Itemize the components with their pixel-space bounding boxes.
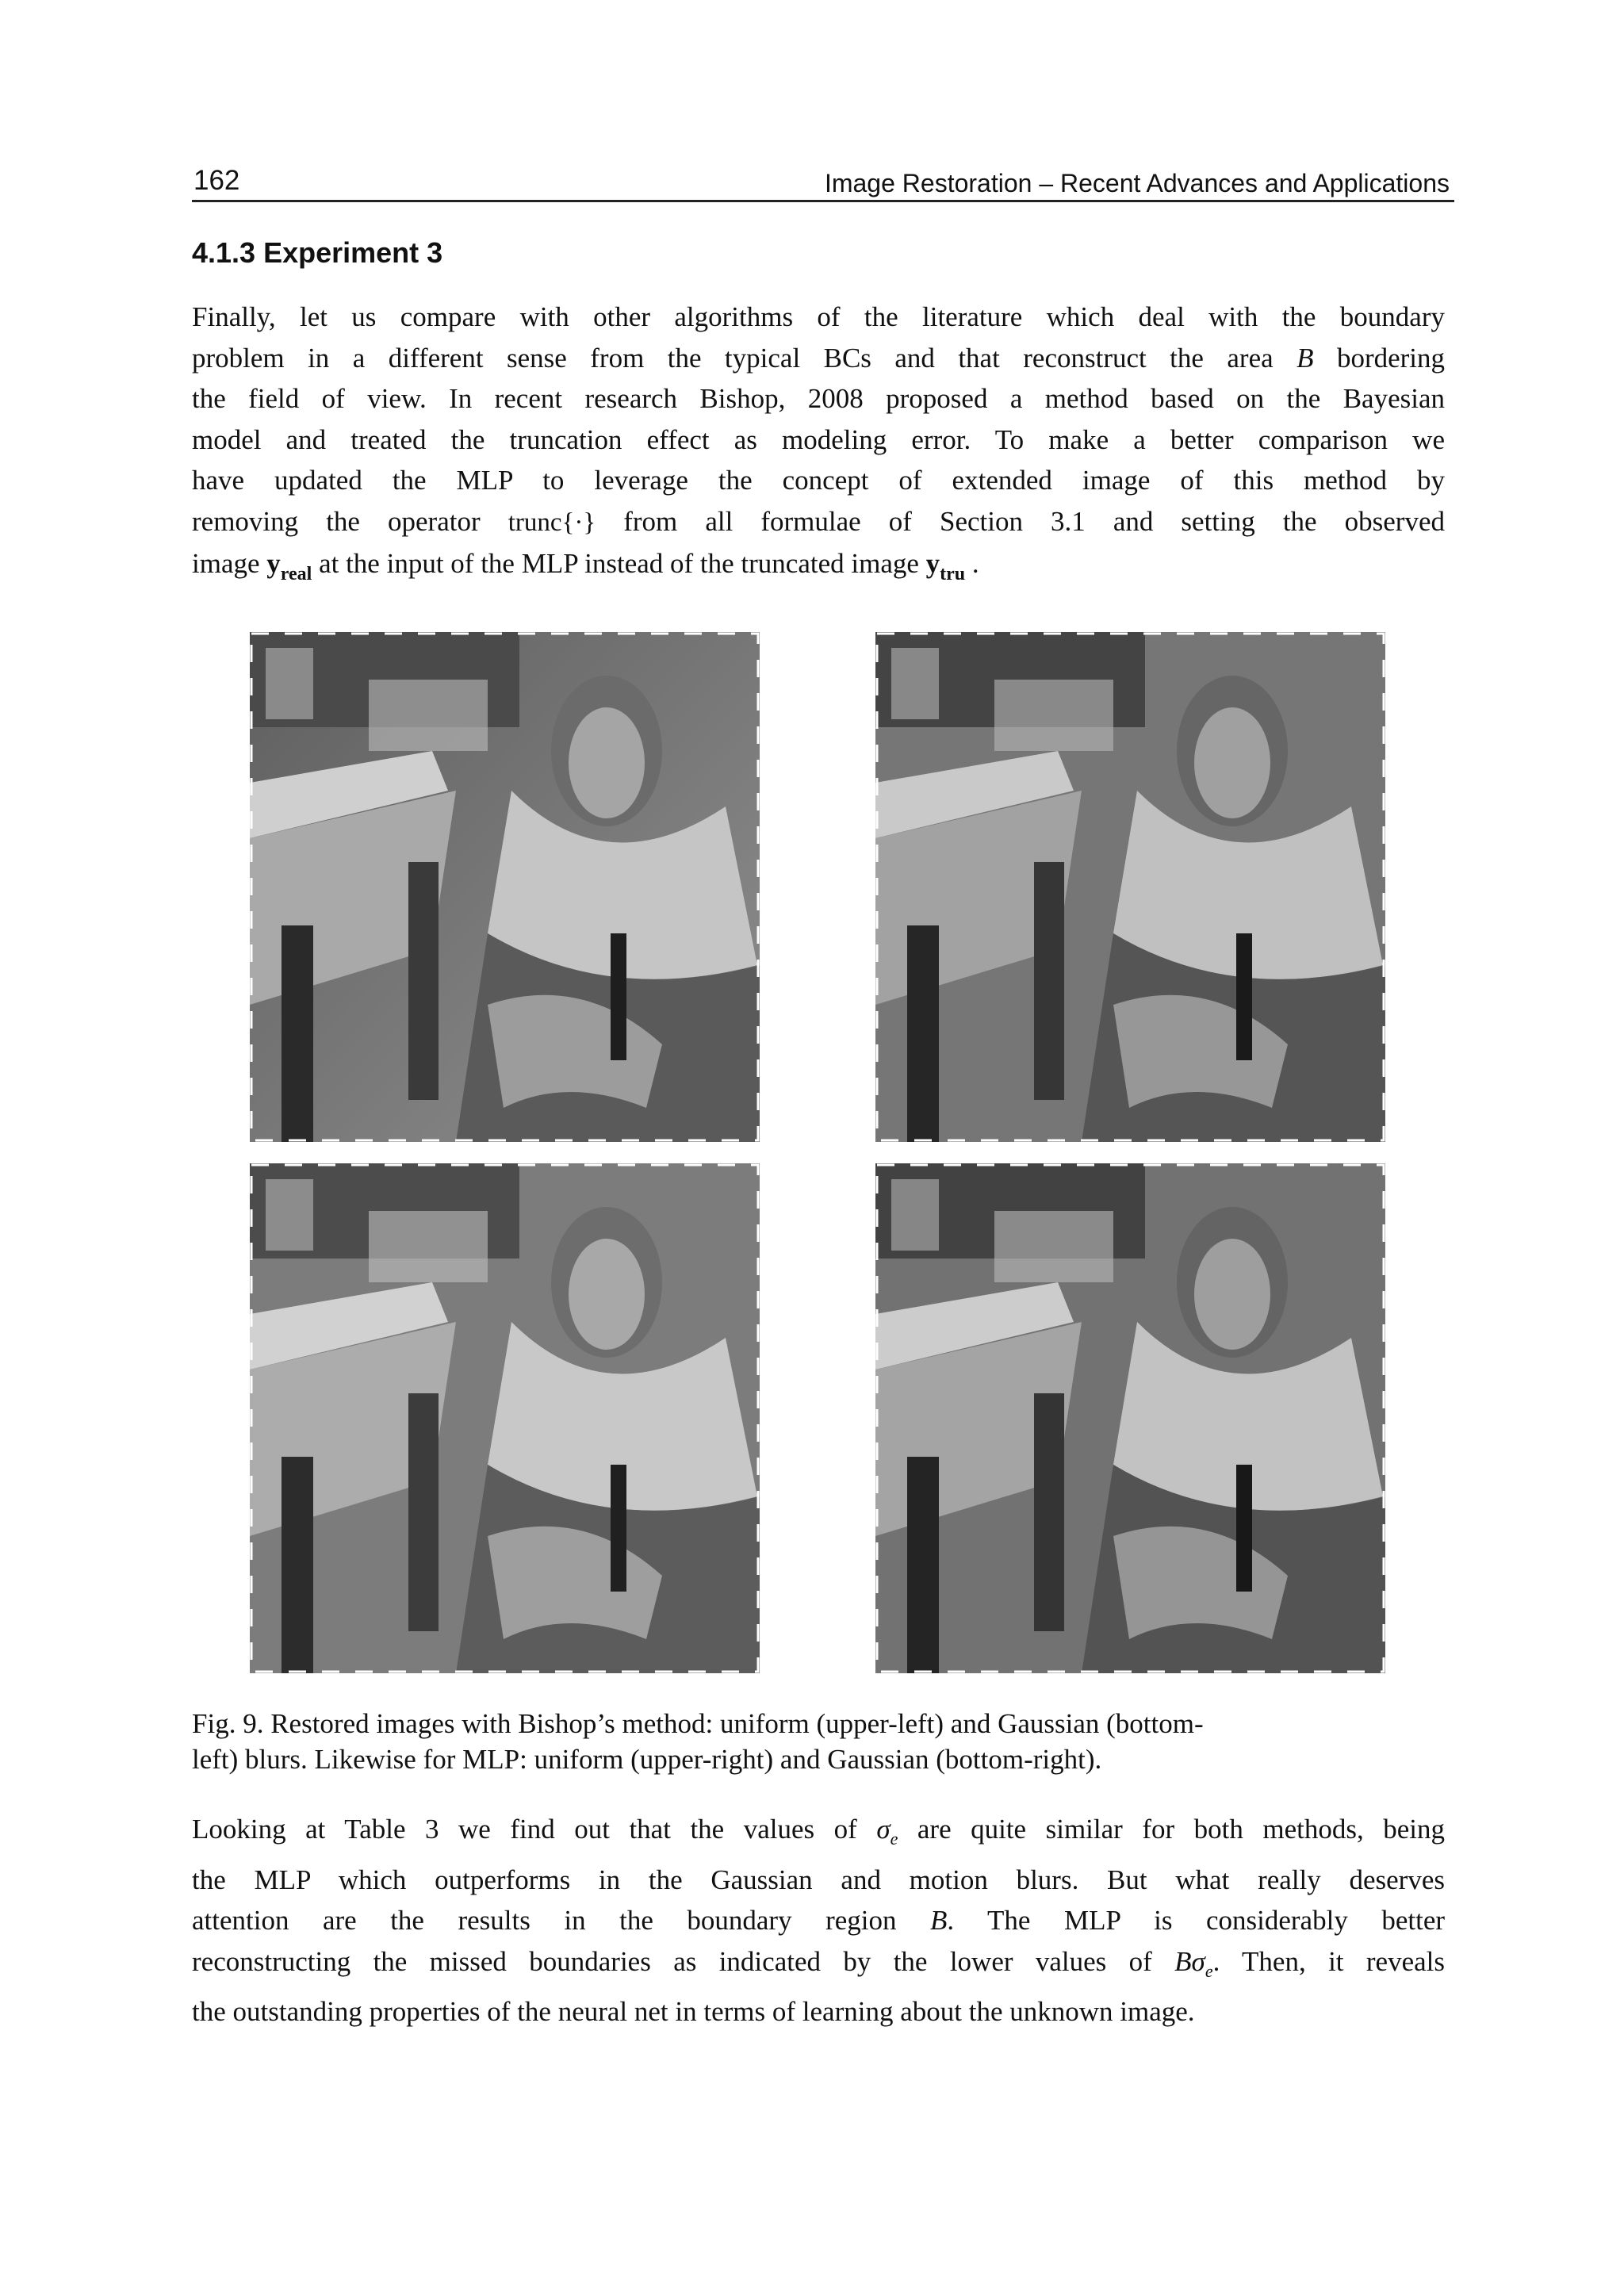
text-line: image $y_{real}$ at the input of the MLP instead of the truncated image $y_{tru}$ . [192,548,979,584]
paragraph-intro [192,297,1445,596]
text-line: attention are the results in the boundary region B. The MLP is considerably better [192,1905,1446,1936]
restored-image-mlp-uniform [875,632,1385,1142]
math-variable: $y_{tru}$ [925,548,966,584]
text-line: the field of view. In recent research Bishop, 2008 proposed a method based on the Bayesian [192,383,1445,414]
text-line: the MLP which outperforms in the Gaussian and motion blurs. But what really deserves [192,1864,1445,1895]
text-line: model and treated the truncation effect as modeling error. To make a better comparison we [192,423,1445,455]
text-line: problem in a different sense from the typical BCs and that reconstruct the area B bordering [192,342,1446,374]
text-line: removing the operator trunc{·} from all formulae of Section 3.1 and setting the observed [192,505,1445,537]
section-heading: 4.1.3 Experiment 3 [192,236,443,269]
math-variable: $y_{real}$ [266,548,312,584]
paragraph-discussion [192,1809,1445,2032]
running-header [192,160,1454,202]
text-line: reconstructing the missed boundaries as indicated by the lower values of $B\sigma_e$. Then, it reveals [192,1945,1445,1981]
math-variable: $\sigma_e$ [876,1814,898,1849]
caption-line: Fig. 9. Restored images with Bishop’s method: uniform (upper-left) and Gaussian (bottom- [192,1708,1204,1739]
math-variable: B [930,1905,948,1936]
figure-panel-upper-right [875,632,1385,1142]
math-operator: trunc{·} [508,508,596,537]
caption-line: left) blurs. Likewise for MLP: uniform (upper-right) and Gaussian (bottom-right). [192,1744,1102,1775]
math-variable: $B\sigma_e$ [1174,1945,1213,1981]
page-number: 162 [193,165,240,196]
restored-image-bishop-uniform [250,632,760,1142]
figure-caption [192,1706,1445,1777]
figure-panel-bottom-right [875,1163,1385,1673]
book-title: Image Restoration – Recent Advances and Applications [824,169,1450,197]
text-line: have updated the MLP to leverage the concept of extended image of this method by [192,465,1445,496]
text-line: Finally, let us compare with other algorithms of the literature which deal with the boundary [192,301,1445,332]
figure-panel-upper-left [250,632,760,1142]
math-variable: B [1297,342,1314,374]
restored-image-mlp-gaussian [875,1163,1385,1673]
text-line: the outstanding properties of the neural net in terms of learning about the unknown image. [192,1996,1195,2027]
text-line: Looking at Table 3 we find out that the values of $\sigma_e$ are quite similar for both methods, being [192,1814,1446,1849]
restored-image-bishop-gaussian [250,1163,760,1673]
figure-panel-bottom-left [250,1163,760,1673]
